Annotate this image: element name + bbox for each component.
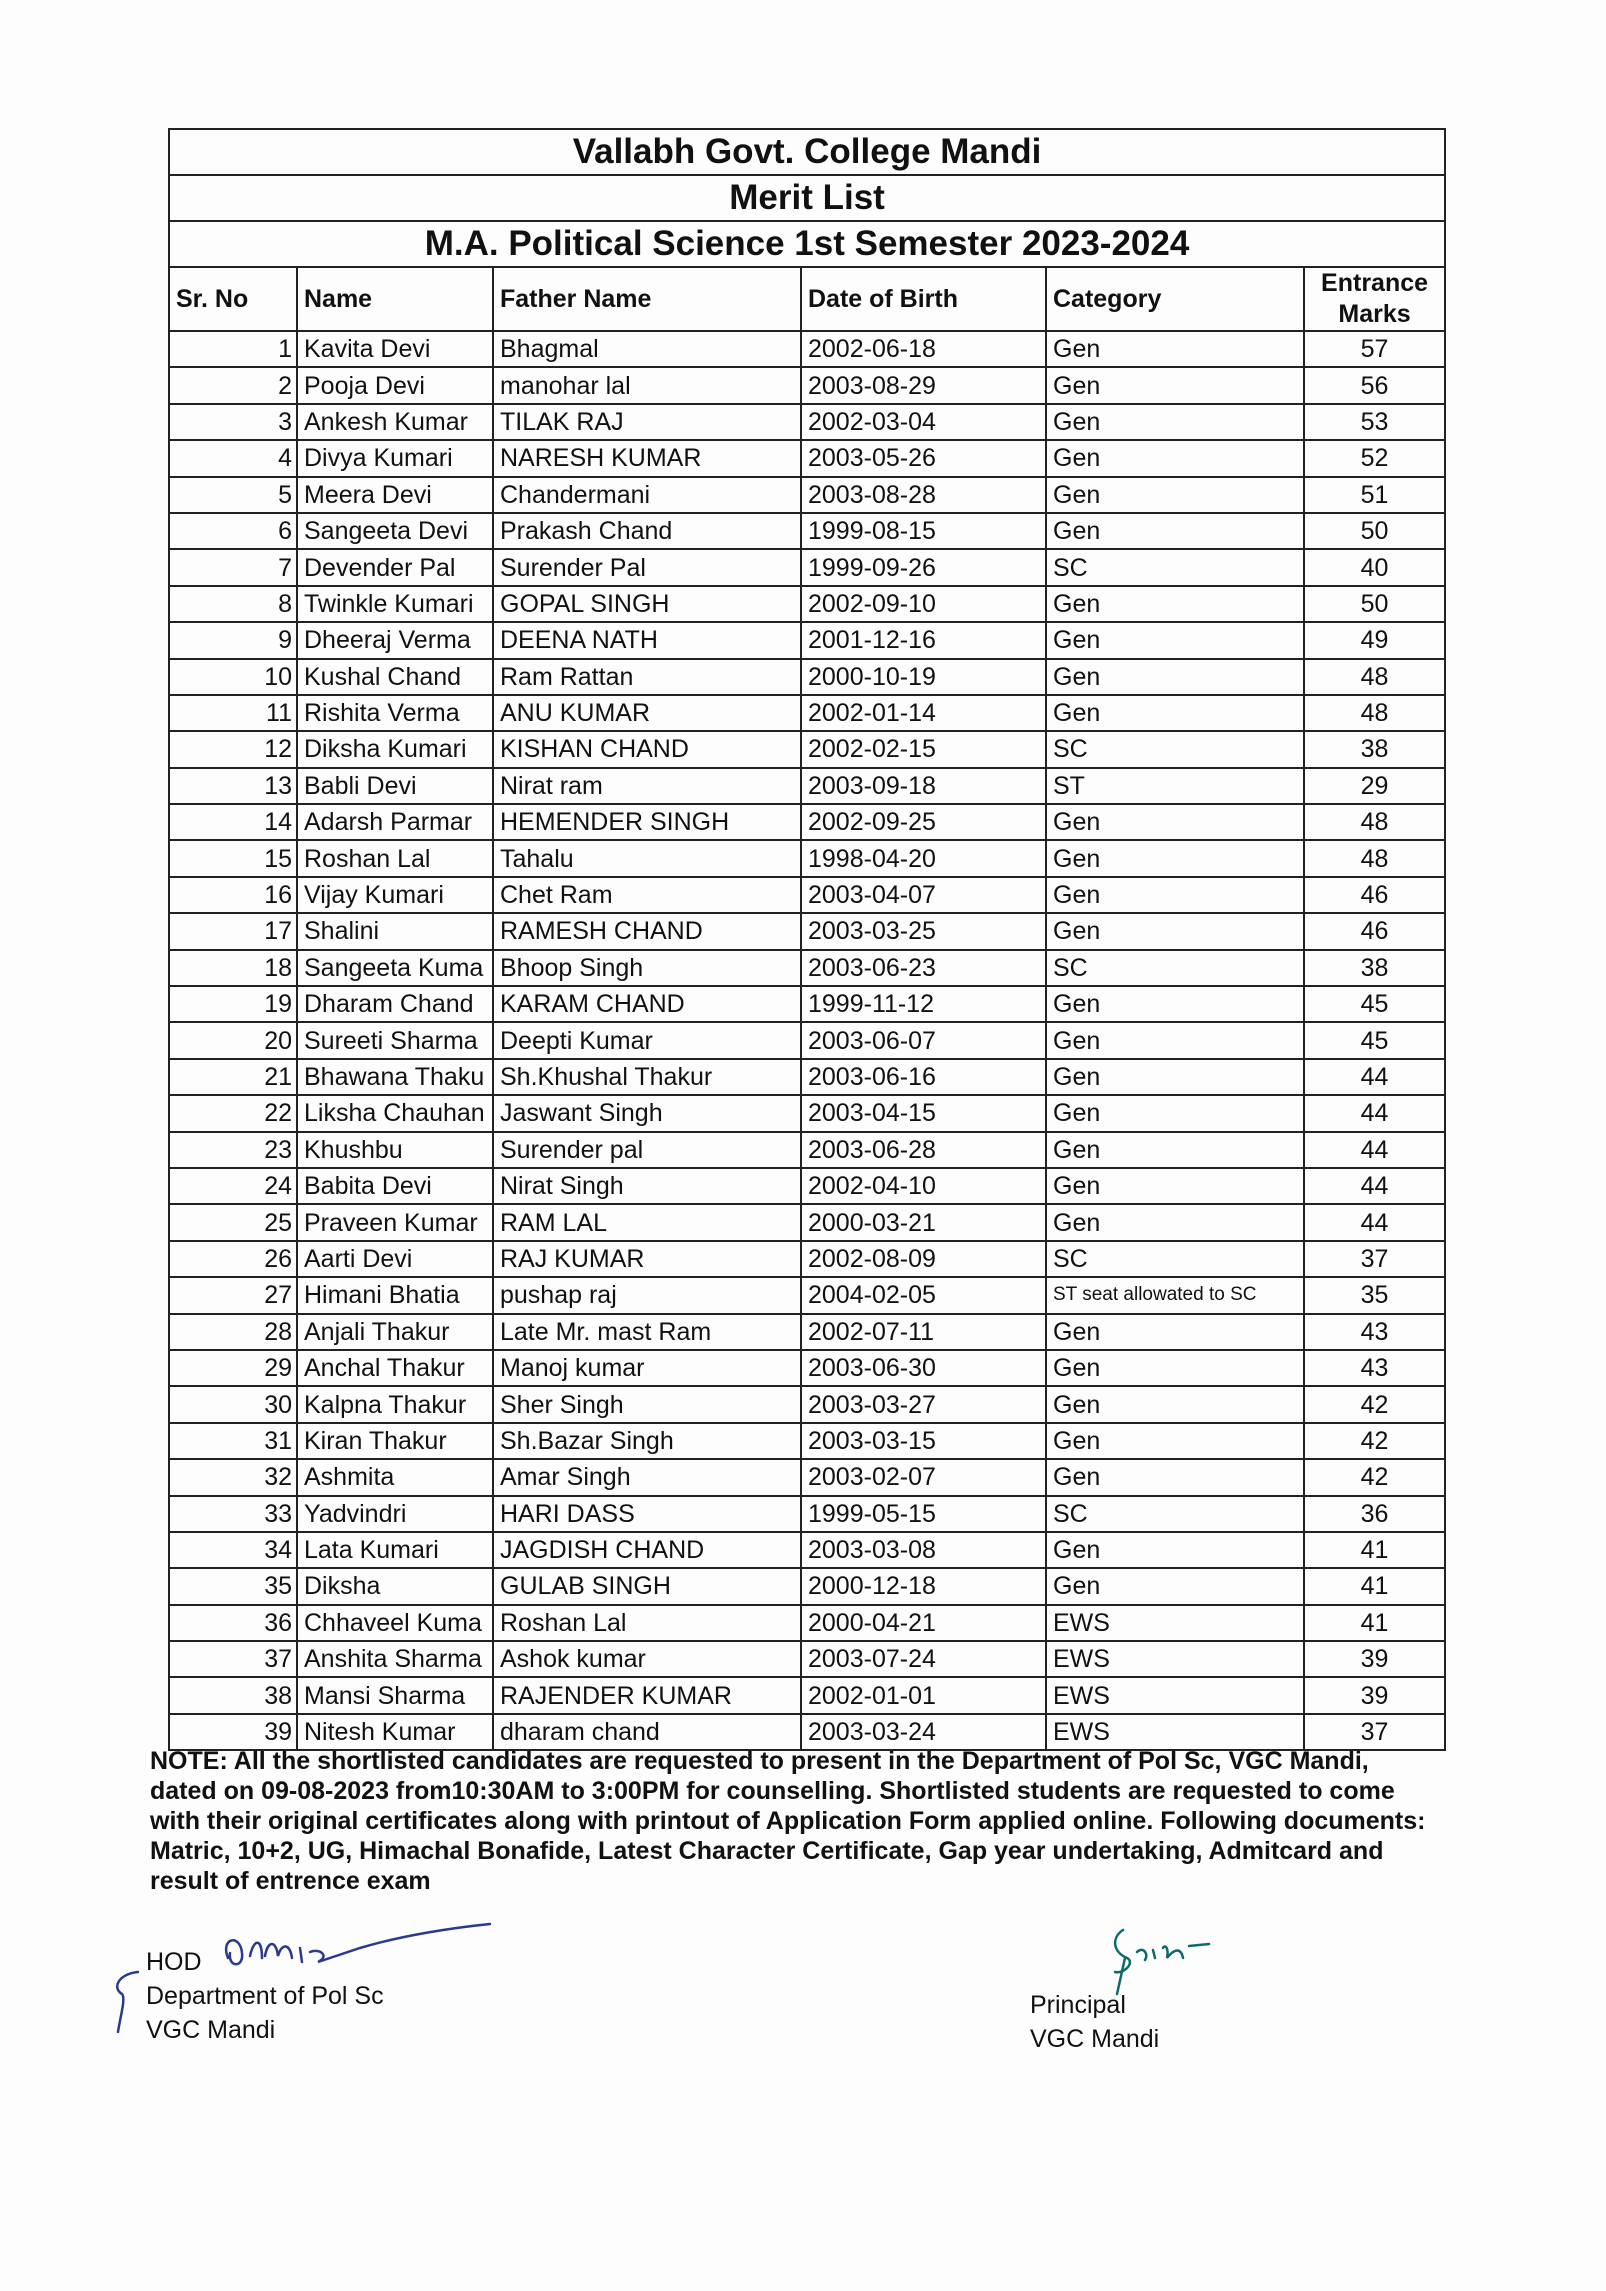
- table-row: [169, 1496, 1445, 1532]
- cell-father-name: HARI DASS: [493, 1496, 801, 1532]
- cell-category: Gen: [1046, 586, 1304, 622]
- table-row: [169, 1132, 1445, 1168]
- cell-category: Gen: [1046, 1022, 1304, 1058]
- cell-sr: 1: [169, 331, 297, 367]
- cell-marks: 36: [1304, 1496, 1445, 1532]
- cell-sr: 7: [169, 549, 297, 585]
- cell-marks: 44: [1304, 1059, 1445, 1095]
- table-row: [169, 331, 1445, 367]
- cell-category: Gen: [1046, 695, 1304, 731]
- cell-category: ST seat allowated to SC: [1046, 1277, 1304, 1313]
- cell-name: Dheeraj Verma: [297, 622, 493, 658]
- title-row-course: [169, 221, 1445, 267]
- cell-sr: 12: [169, 731, 297, 767]
- cell-sr: 26: [169, 1241, 297, 1277]
- cell-marks: 37: [1304, 1241, 1445, 1277]
- cell-father-name: Late Mr. mast Ram: [493, 1314, 801, 1350]
- table-row: [169, 1314, 1445, 1350]
- cell-marks: 44: [1304, 1204, 1445, 1240]
- cell-name: Adarsh Parmar: [297, 804, 493, 840]
- cell-name: Vijay Kumari: [297, 877, 493, 913]
- table-row: [169, 404, 1445, 440]
- cell-category: SC: [1046, 731, 1304, 767]
- hod-title: HOD: [146, 1948, 202, 1976]
- cell-father-name: Sher Singh: [493, 1386, 801, 1422]
- cell-marks: 39: [1304, 1677, 1445, 1713]
- cell-name: Divya Kumari: [297, 440, 493, 476]
- cell-name: Diksha Kumari: [297, 731, 493, 767]
- cell-sr: 19: [169, 986, 297, 1022]
- cell-date-of-birth: 2002-09-25: [801, 804, 1046, 840]
- cell-father-name: RAJENDER KUMAR: [493, 1677, 801, 1713]
- table-row: [169, 1277, 1445, 1313]
- cell-category: Gen: [1046, 1132, 1304, 1168]
- cell-category: Gen: [1046, 367, 1304, 403]
- principal-signature-block: [1030, 1988, 1159, 2056]
- cell-name: Rishita Verma: [297, 695, 493, 731]
- cell-category: Gen: [1046, 477, 1304, 513]
- column-header-marks: [1304, 267, 1445, 331]
- cell-name: Praveen Kumar: [297, 1204, 493, 1240]
- cell-sr: 37: [169, 1641, 297, 1677]
- table-row: [169, 549, 1445, 585]
- cell-date-of-birth: 2000-10-19: [801, 659, 1046, 695]
- cell-marks: 56: [1304, 367, 1445, 403]
- cell-date-of-birth: 2003-04-07: [801, 877, 1046, 913]
- table-row: [169, 1204, 1445, 1240]
- cell-father-name: Sh.Khushal Thakur: [493, 1059, 801, 1095]
- cell-date-of-birth: 2003-07-24: [801, 1641, 1046, 1677]
- cell-marks: 41: [1304, 1568, 1445, 1604]
- cell-sr: 35: [169, 1568, 297, 1604]
- cell-marks: 50: [1304, 513, 1445, 549]
- cell-category: Gen: [1046, 404, 1304, 440]
- table-row: [169, 768, 1445, 804]
- cell-father-name: Tahalu: [493, 840, 801, 876]
- cell-date-of-birth: 2003-09-18: [801, 768, 1046, 804]
- cell-sr: 23: [169, 1132, 297, 1168]
- cell-date-of-birth: 2002-04-10: [801, 1168, 1046, 1204]
- cell-father-name: JAGDISH CHAND: [493, 1532, 801, 1568]
- principal-title: Principal: [1030, 1991, 1126, 2019]
- cell-name: Anshita Sharma: [297, 1641, 493, 1677]
- cell-name: Aarti Devi: [297, 1241, 493, 1277]
- table-row: [169, 1350, 1445, 1386]
- cell-category: EWS: [1046, 1605, 1304, 1641]
- cell-date-of-birth: 2002-07-11: [801, 1314, 1046, 1350]
- cell-category: Gen: [1046, 913, 1304, 949]
- cell-sr: 11: [169, 695, 297, 731]
- column-header-category: Category: [1046, 267, 1304, 331]
- cell-father-name: TILAK RAJ: [493, 404, 801, 440]
- cell-sr: 13: [169, 768, 297, 804]
- principal-place: VGC Mandi: [1030, 2025, 1160, 2053]
- cell-date-of-birth: 1999-11-12: [801, 986, 1046, 1022]
- cell-name: Liksha Chauhan: [297, 1095, 493, 1131]
- cell-marks: 49: [1304, 622, 1445, 658]
- cell-marks: 35: [1304, 1277, 1445, 1313]
- cell-marks: 41: [1304, 1532, 1445, 1568]
- table-row: [169, 804, 1445, 840]
- table-row: [169, 659, 1445, 695]
- table-row: [169, 367, 1445, 403]
- cell-marks: 42: [1304, 1423, 1445, 1459]
- course-title: M.A. Political Science 1st Semester 2023-2024: [169, 221, 1445, 267]
- cell-sr: 4: [169, 440, 297, 476]
- cell-sr: 15: [169, 840, 297, 876]
- cell-name: Sureeti Sharma: [297, 1022, 493, 1058]
- cell-category: Gen: [1046, 840, 1304, 876]
- cell-date-of-birth: 2003-03-08: [801, 1532, 1046, 1568]
- table-row: [169, 695, 1445, 731]
- cell-date-of-birth: 2003-04-15: [801, 1095, 1046, 1131]
- cell-marks: 48: [1304, 804, 1445, 840]
- cell-date-of-birth: 2002-01-01: [801, 1677, 1046, 1713]
- cell-father-name: NARESH KUMAR: [493, 440, 801, 476]
- cell-name: Ashmita: [297, 1459, 493, 1495]
- cell-sr: 21: [169, 1059, 297, 1095]
- cell-marks: 45: [1304, 986, 1445, 1022]
- cell-name: Dharam Chand: [297, 986, 493, 1022]
- cell-father-name: Ashok kumar: [493, 1641, 801, 1677]
- cell-sr: 34: [169, 1532, 297, 1568]
- cell-category: Gen: [1046, 659, 1304, 695]
- cell-sr: 18: [169, 950, 297, 986]
- table-row: [169, 1677, 1445, 1713]
- cell-date-of-birth: 1998-04-20: [801, 840, 1046, 876]
- table-row: [169, 840, 1445, 876]
- cell-marks: 43: [1304, 1350, 1445, 1386]
- table-row: [169, 1059, 1445, 1095]
- table-row: [169, 1605, 1445, 1641]
- table-row: [169, 731, 1445, 767]
- cell-name: Meera Devi: [297, 477, 493, 513]
- cell-marks: 48: [1304, 840, 1445, 876]
- table-row: [169, 1386, 1445, 1422]
- cell-category: Gen: [1046, 1095, 1304, 1131]
- table-row: [169, 913, 1445, 949]
- cell-date-of-birth: 1999-08-15: [801, 513, 1046, 549]
- cell-date-of-birth: 2000-03-21: [801, 1204, 1046, 1240]
- cell-marks: 29: [1304, 768, 1445, 804]
- title-row-list: [169, 175, 1445, 221]
- table-row: [169, 950, 1445, 986]
- cell-name: Kavita Devi: [297, 331, 493, 367]
- cell-name: Bhawana Thaku: [297, 1059, 493, 1095]
- cell-name: Diksha: [297, 1568, 493, 1604]
- cell-marks: 39: [1304, 1641, 1445, 1677]
- cell-name: Sangeeta Devi: [297, 513, 493, 549]
- cell-sr: 24: [169, 1168, 297, 1204]
- cell-father-name: Chet Ram: [493, 877, 801, 913]
- cell-marks: 44: [1304, 1095, 1445, 1131]
- marks-header-line1: Entrance: [1321, 269, 1429, 297]
- cell-category: Gen: [1046, 1459, 1304, 1495]
- cell-category: Gen: [1046, 1532, 1304, 1568]
- cell-marks: 43: [1304, 1314, 1445, 1350]
- table-row: [169, 877, 1445, 913]
- cell-category: Gen: [1046, 1204, 1304, 1240]
- cell-sr: 2: [169, 367, 297, 403]
- cell-category: EWS: [1046, 1641, 1304, 1677]
- cell-father-name: Bhagmal: [493, 331, 801, 367]
- cell-category: Gen: [1046, 877, 1304, 913]
- cell-date-of-birth: 2003-06-07: [801, 1022, 1046, 1058]
- marks-header-line2: Marks: [1338, 300, 1411, 328]
- table-body: [169, 331, 1445, 1750]
- cell-date-of-birth: 2002-08-09: [801, 1241, 1046, 1277]
- cell-marks: 48: [1304, 659, 1445, 695]
- table-row: [169, 440, 1445, 476]
- cell-category: Gen: [1046, 440, 1304, 476]
- cell-sr: 10: [169, 659, 297, 695]
- cell-marks: 37: [1304, 1714, 1445, 1750]
- cell-category: EWS: [1046, 1677, 1304, 1713]
- cell-category: Gen: [1046, 1059, 1304, 1095]
- cell-father-name: Roshan Lal: [493, 1605, 801, 1641]
- cell-date-of-birth: 2003-06-23: [801, 950, 1046, 986]
- cell-marks: 40: [1304, 549, 1445, 585]
- cell-marks: 45: [1304, 1022, 1445, 1058]
- cell-name: Khushbu: [297, 1132, 493, 1168]
- cell-date-of-birth: 2003-06-28: [801, 1132, 1046, 1168]
- table-row: [169, 1714, 1445, 1750]
- cell-name: Mansi Sharma: [297, 1677, 493, 1713]
- cell-name: Roshan Lal: [297, 840, 493, 876]
- cell-category: Gen: [1046, 622, 1304, 658]
- cell-category: Gen: [1046, 1568, 1304, 1604]
- cell-date-of-birth: 2001-12-16: [801, 622, 1046, 658]
- cell-category: Gen: [1046, 1314, 1304, 1350]
- cell-category: ST: [1046, 768, 1304, 804]
- hod-department: Department of Pol Sc: [146, 1982, 384, 2010]
- table-row: [169, 477, 1445, 513]
- cell-name: Anchal Thakur: [297, 1350, 493, 1386]
- cell-category: Gen: [1046, 804, 1304, 840]
- cell-sr: 8: [169, 586, 297, 622]
- cell-sr: 22: [169, 1095, 297, 1131]
- table-row: [169, 1641, 1445, 1677]
- title-row-college: [169, 129, 1445, 175]
- cell-date-of-birth: 2000-12-18: [801, 1568, 1046, 1604]
- cell-name: Babita Devi: [297, 1168, 493, 1204]
- cell-father-name: Nirat Singh: [493, 1168, 801, 1204]
- cell-category: Gen: [1046, 1350, 1304, 1386]
- merit-list-table: [168, 128, 1446, 1751]
- cell-category: EWS: [1046, 1714, 1304, 1750]
- cell-sr: 6: [169, 513, 297, 549]
- cell-category: SC: [1046, 1496, 1304, 1532]
- table-row: [169, 986, 1445, 1022]
- cell-sr: 33: [169, 1496, 297, 1532]
- cell-marks: 53: [1304, 404, 1445, 440]
- cell-father-name: Sh.Bazar Singh: [493, 1423, 801, 1459]
- cell-name: Kalpna Thakur: [297, 1386, 493, 1422]
- cell-date-of-birth: 2004-02-05: [801, 1277, 1046, 1313]
- cell-date-of-birth: 2002-09-10: [801, 586, 1046, 622]
- cell-father-name: pushap raj: [493, 1277, 801, 1313]
- cell-sr: 38: [169, 1677, 297, 1713]
- table-row: [169, 1423, 1445, 1459]
- table-row: [169, 1568, 1445, 1604]
- cell-date-of-birth: 2002-02-15: [801, 731, 1046, 767]
- cell-father-name: RAM LAL: [493, 1204, 801, 1240]
- cell-category: SC: [1046, 1241, 1304, 1277]
- cell-marks: 42: [1304, 1459, 1445, 1495]
- cell-name: Babli Devi: [297, 768, 493, 804]
- cell-marks: 51: [1304, 477, 1445, 513]
- cell-marks: 50: [1304, 586, 1445, 622]
- cell-marks: 42: [1304, 1386, 1445, 1422]
- cell-sr: 5: [169, 477, 297, 513]
- cell-marks: 46: [1304, 877, 1445, 913]
- table-row: [169, 1095, 1445, 1131]
- cell-name: Nitesh Kumar: [297, 1714, 493, 1750]
- cell-sr: 17: [169, 913, 297, 949]
- cell-father-name: Chandermani: [493, 477, 801, 513]
- cell-father-name: Ram Rattan: [493, 659, 801, 695]
- cell-date-of-birth: 2003-08-28: [801, 477, 1046, 513]
- cell-father-name: Deepti Kumar: [493, 1022, 801, 1058]
- cell-father-name: Surender Pal: [493, 549, 801, 585]
- cell-name: Kushal Chand: [297, 659, 493, 695]
- cell-father-name: Jaswant Singh: [493, 1095, 801, 1131]
- cell-date-of-birth: 2002-01-14: [801, 695, 1046, 731]
- hod-signature-block: [146, 1945, 384, 2047]
- cell-date-of-birth: 2002-03-04: [801, 404, 1046, 440]
- cell-category: Gen: [1046, 513, 1304, 549]
- cell-father-name: DEENA NATH: [493, 622, 801, 658]
- cell-sr: 27: [169, 1277, 297, 1313]
- cell-name: Pooja Devi: [297, 367, 493, 403]
- table-row: [169, 1459, 1445, 1495]
- cell-father-name: Prakash Chand: [493, 513, 801, 549]
- cell-marks: 41: [1304, 1605, 1445, 1641]
- cell-name: Ankesh Kumar: [297, 404, 493, 440]
- table-row: [169, 622, 1445, 658]
- cell-marks: 52: [1304, 440, 1445, 476]
- cell-father-name: Nirat ram: [493, 768, 801, 804]
- hod-place: VGC Mandi: [146, 2016, 276, 2044]
- cell-name: Twinkle Kumari: [297, 586, 493, 622]
- table-row: [169, 1532, 1445, 1568]
- table-row: [169, 1168, 1445, 1204]
- cell-father-name: ANU KUMAR: [493, 695, 801, 731]
- cell-father-name: Manoj kumar: [493, 1350, 801, 1386]
- cell-father-name: RAMESH CHAND: [493, 913, 801, 949]
- cell-marks: 44: [1304, 1168, 1445, 1204]
- cell-date-of-birth: 2003-08-29: [801, 367, 1046, 403]
- cell-father-name: GOPAL SINGH: [493, 586, 801, 622]
- table-row: [169, 586, 1445, 622]
- cell-date-of-birth: 2003-03-27: [801, 1386, 1046, 1422]
- cell-father-name: GULAB SINGH: [493, 1568, 801, 1604]
- cell-date-of-birth: 1999-05-15: [801, 1496, 1046, 1532]
- cell-category: SC: [1046, 950, 1304, 986]
- cell-date-of-birth: 2002-06-18: [801, 331, 1046, 367]
- column-header-dob: Date of Birth: [801, 267, 1046, 331]
- cell-name: Yadvindri: [297, 1496, 493, 1532]
- cell-category: Gen: [1046, 986, 1304, 1022]
- table-row: [169, 513, 1445, 549]
- cell-sr: 9: [169, 622, 297, 658]
- cell-father-name: Amar Singh: [493, 1459, 801, 1495]
- cell-sr: 20: [169, 1022, 297, 1058]
- cell-sr: 16: [169, 877, 297, 913]
- cell-category: Gen: [1046, 1423, 1304, 1459]
- cell-category: Gen: [1046, 1168, 1304, 1204]
- cell-category: Gen: [1046, 1386, 1304, 1422]
- cell-date-of-birth: 2003-06-30: [801, 1350, 1046, 1386]
- cell-date-of-birth: 2000-04-21: [801, 1605, 1046, 1641]
- cell-marks: 38: [1304, 731, 1445, 767]
- counselling-note: NOTE: All the shortlisted candidates are requested to present in the Department of Pol Sc, VGC Mandi, dated on 09-08-2023 from10:30AM to 3:00PM for counselling. Shortlisted students are requested to come with their original certificates along with printout of Application Form applied online. Following documents: Matric, 10+2, UG, Himachal Bonafide, Latest Character Certificate, Gap year undertaking, Admitcard and result of entrence exam: [150, 1747, 1426, 1895]
- table-row: [169, 1241, 1445, 1277]
- cell-date-of-birth: 2003-06-16: [801, 1059, 1046, 1095]
- cell-name: Lata Kumari: [297, 1532, 493, 1568]
- cell-father-name: Surender pal: [493, 1132, 801, 1168]
- cell-category: Gen: [1046, 331, 1304, 367]
- cell-date-of-birth: 2003-03-15: [801, 1423, 1046, 1459]
- cell-sr: 30: [169, 1386, 297, 1422]
- cell-marks: 46: [1304, 913, 1445, 949]
- cell-category: SC: [1046, 549, 1304, 585]
- cell-sr: 31: [169, 1423, 297, 1459]
- college-name: Vallabh Govt. College Mandi: [169, 129, 1445, 175]
- cell-date-of-birth: 1999-09-26: [801, 549, 1046, 585]
- cell-name: Devender Pal: [297, 549, 493, 585]
- cell-father-name: KARAM CHAND: [493, 986, 801, 1022]
- cell-name: Sangeeta Kuma: [297, 950, 493, 986]
- cell-name: Kiran Thakur: [297, 1423, 493, 1459]
- cell-sr: 32: [169, 1459, 297, 1495]
- column-header-row: [169, 267, 1445, 331]
- cell-sr: 29: [169, 1350, 297, 1386]
- cell-name: Chhaveel Kuma: [297, 1605, 493, 1641]
- column-header-father: Father Name: [493, 267, 801, 331]
- cell-sr: 25: [169, 1204, 297, 1240]
- cell-father-name: manohar lal: [493, 367, 801, 403]
- list-title: Merit List: [169, 175, 1445, 221]
- cell-marks: 48: [1304, 695, 1445, 731]
- principal-signature: [1105, 1918, 1235, 1998]
- cell-date-of-birth: 2003-02-07: [801, 1459, 1046, 1495]
- cell-date-of-birth: 2003-05-26: [801, 440, 1046, 476]
- cell-sr: 3: [169, 404, 297, 440]
- cell-father-name: Bhoop Singh: [493, 950, 801, 986]
- cell-father-name: HEMENDER SINGH: [493, 804, 801, 840]
- column-header-sr: Sr. No: [169, 267, 297, 331]
- cell-father-name: KISHAN CHAND: [493, 731, 801, 767]
- cell-date-of-birth: 2003-03-24: [801, 1714, 1046, 1750]
- cell-marks: 57: [1304, 331, 1445, 367]
- cell-name: Himani Bhatia: [297, 1277, 493, 1313]
- cell-marks: 44: [1304, 1132, 1445, 1168]
- cell-sr: 28: [169, 1314, 297, 1350]
- cell-date-of-birth: 2003-03-25: [801, 913, 1046, 949]
- cell-sr: 14: [169, 804, 297, 840]
- cell-father-name: RAJ KUMAR: [493, 1241, 801, 1277]
- cell-name: Shalini: [297, 913, 493, 949]
- cell-sr: 36: [169, 1605, 297, 1641]
- cell-marks: 38: [1304, 950, 1445, 986]
- cell-sr: 39: [169, 1714, 297, 1750]
- cell-name: Anjali Thakur: [297, 1314, 493, 1350]
- cell-father-name: dharam chand: [493, 1714, 801, 1750]
- column-header-name: Name: [297, 267, 493, 331]
- table-row: [169, 1022, 1445, 1058]
